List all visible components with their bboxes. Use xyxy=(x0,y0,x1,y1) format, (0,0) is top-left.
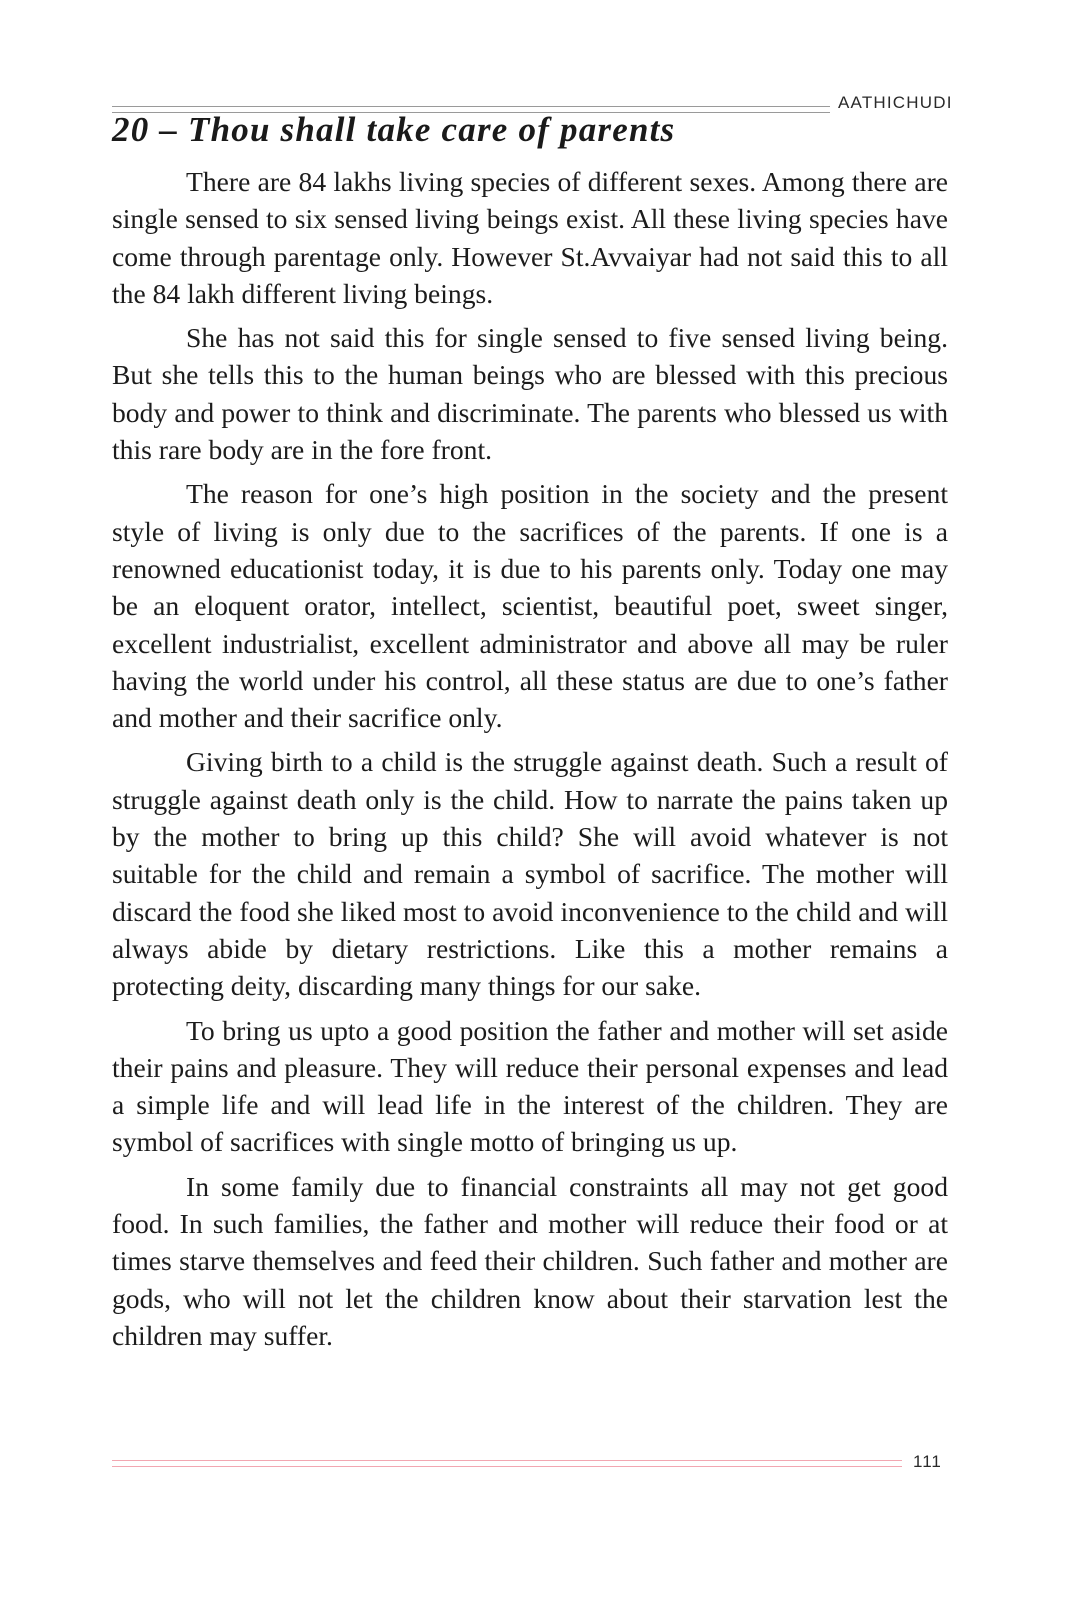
paragraph: Giving birth to a child is the struggle against death. Such a result of struggle against death only is the child. How to narrate the pains taken up by the mother to bring up this child? She will avoid whatever is not suitable for the child and remain a symbol of sacrifice. The mother will discard the food she liked most to avoid inconvenience to the child and will always abide by dietary restrictions. Like this a mother remains a protecting deity, discarding many things for our sake. xyxy=(112,746,948,1002)
paragraph: She has not said this for single sensed to five sensed living being. But she tells this to the human beings who are blessed with this precious body and power to think and discriminate. The parents who blessed us with this rare body are in the fore front. xyxy=(112,322,948,466)
body-text xyxy=(112,163,948,1361)
page-number: 111 xyxy=(913,1452,942,1471)
paragraph: To bring us upto a good position the father and mother will set aside their pains and pleasure. They will reduce their personal expenses and lead a simple life and will lead life in the interest of the children. They are symbol of sacrifices with single motto of bringing us up. xyxy=(112,1014,948,1158)
running-head: AATHICHUDI xyxy=(838,93,953,112)
footer-rule xyxy=(112,1460,902,1467)
paragraph: There are 84 lakhs living species of different sexes. Among there are single sensed to six sensed living beings exist. All these living species have come through parentage only. However St.Avvaiyar had not said this to all the 84 lakh different living beings. xyxy=(112,166,948,309)
paragraph: In some family due to financial constraints all may not get good food. In such families, the father and mother will reduce their food or at times starve themselves and feed their children. Such father and mother are gods, who will not let the children know about their starvation lest the children may suffer. xyxy=(112,1170,948,1351)
chapter-title: 20 – Thou shall take care of parents xyxy=(112,110,676,149)
paragraph: The reason for one’s high position in the society and the present style of living is only due to the sacrifices of the parents. If one is a renowned educationist today, it is due to his parents only. Today one may be an eloquent orator, intellect, scientist, beautiful poet, sweet singer, excellent industrialist, excellent administrator and above all may be ruler having the world under his control, all these status are due to one’s father and mother and their sacrifice only. xyxy=(112,478,948,734)
